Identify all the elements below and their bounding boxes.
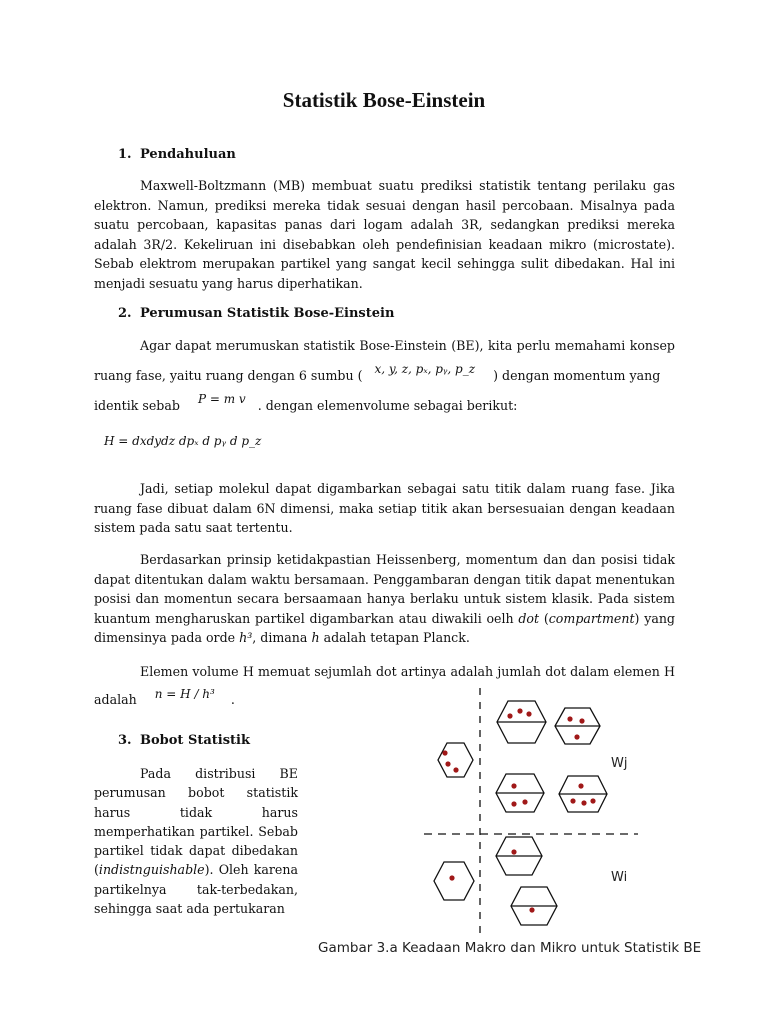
particle-dot [511,801,516,806]
text-run: adalah [94,692,137,707]
compartment-hexagon-3 [496,774,544,812]
particle-dot [511,849,516,854]
text-run: adalah tetapan Planck. [319,630,470,645]
text-run: ) dengan momentum yang [493,368,661,383]
text-run: ( [539,610,549,626]
macro-micro-state-diagram [410,688,650,936]
compartment-hexagon-6 [511,887,557,925]
text-run: Pada distribusi BE perumusan bobot statistik harus tidak harus memperhatikan partikel. Sebab partikel tidak dapat dibedakan ( [94,766,298,878]
text-run: , dimana [252,630,312,645]
section-2-paragraph-3 [94,550,675,648]
compartment-hexagon-5 [496,837,542,875]
left-hexagon-top [438,743,473,777]
particle-dot [449,875,454,880]
left-hexagon-bottom [434,862,474,900]
particle-dot [526,711,531,716]
text-run: . [230,692,235,707]
paragraph-line: Elemen volume H memuat sejumlah dot artinya adalah jumlah dot dalam elemen H [140,664,675,679]
paragraph-line: Agar dapat merumuskan statistik Bose-Einstein (BE), kita perlu memahami konsep [140,338,675,353]
particle-dot [579,718,584,723]
section-number: 1. [118,147,132,162]
particle-dot [507,713,512,718]
compartment-hexagon-2 [555,708,600,744]
label-wi: Wi [611,870,628,885]
particle-dot [453,767,458,772]
section-2-heading [118,306,394,321]
dot-count-formula: n = H / h³ [154,687,215,701]
h-cubed: h³ [239,630,253,645]
particle-dot [570,798,575,803]
section-1-paragraph: Maxwell-Boltzmann (MB) membuat suatu prediksi statistik tentang perilaku gas elektron. Namun, prediksi mereka tidak sesuai dengan hasil percobaan. Misalnya pada suatu percobaan, kapasitas panas dari logam adalah 3R, sedangkan prediksi mereka adalah 3R/2. Kekeliruan ini disebabkan oleh pendefinisian keadaan mikro (microstate). Sebab elektrom merupakan partikel yang sangat kecil sehingga sulit dibedakan. Hal ini menjadi sesuatu yang harus diperhatikan. [94,178,675,291]
text-run: ) yang dimensinya pada orde [94,610,675,645]
label-wj: Wj [611,756,628,771]
text-run: identik sebab [94,398,180,413]
particle-dot [517,708,522,713]
particle-dot [578,783,583,788]
section-title: Bobot Statistik [140,733,250,748]
emphasis-compartment: compartment [548,610,635,626]
particle-dot [445,761,450,766]
particle-dot [574,734,579,739]
text-run: . dengan elemenvolume sebagai berikut: [257,398,518,413]
section-2-paragraph-2: Jadi, setiap molekul dapat digambarkan sebagai satu titik dalam ruang fase. Jika ruang fase dibuat dalam 6N dimensi, maka setiap titik akan bersesuaian dengan keadaan sistem pada satu saat tertentu. [94,481,675,535]
compartment-hexagon-4 [559,776,607,812]
emphasis-dot: dot [518,610,540,626]
text-run: Berdasarkan prinsip ketidakpastian Heissenberg, momentum dan dan posisi tidak dapat ditentukan dalam waktu bersamaan. Penggambaran dengan titik dapat menentukan posisi dan momentun secara bersaamaan hanya berlaku untuk sistem klasik. Pada sistem kuantum mengharuskan partikel digambarkan atau diwakili oelh [94,552,675,626]
compartment-hexagon-1 [497,701,546,743]
particle-dot [567,716,572,721]
phase-space-axes: x, y, z, pₓ, pᵧ, p_z [374,362,476,376]
section-title: Pendahuluan [140,147,236,162]
section-number: 3. [118,733,132,748]
planck-h: h [311,630,320,645]
emphasis-indistinguishable: indistnguishable [98,862,205,878]
particle-dot [581,800,586,805]
particle-dot [522,799,527,804]
text-run: ruang fase, yaitu ruang dengan 6 sumbu ( [94,368,363,383]
particle-dot [590,798,595,803]
section-3-heading [118,733,250,748]
page-title: Statistik Bose-Einstein [282,88,486,112]
figure-caption: Gambar 3.a Keadaan Makro dan Mikro untuk Statistik BE [318,940,702,956]
particle-dot [442,750,447,755]
section-1-heading [118,147,236,162]
particle-dot [511,783,516,788]
paragraph-line [94,362,675,387]
section-number: 2. [118,306,132,321]
section-title: Perumusan Statistik Bose-Einstein [140,306,395,321]
volume-element-formula: H = dxdydz dpₓ d pᵧ d p_z [104,434,262,448]
momentum-formula: P = m v [197,392,246,406]
section-3-paragraph [94,764,298,918]
paragraph-line [94,392,675,417]
particle-dot [529,907,534,912]
text-run: ). Oleh karena partikelnya tak-terbedakan, sehingga saat ada pertukaran [94,862,298,917]
